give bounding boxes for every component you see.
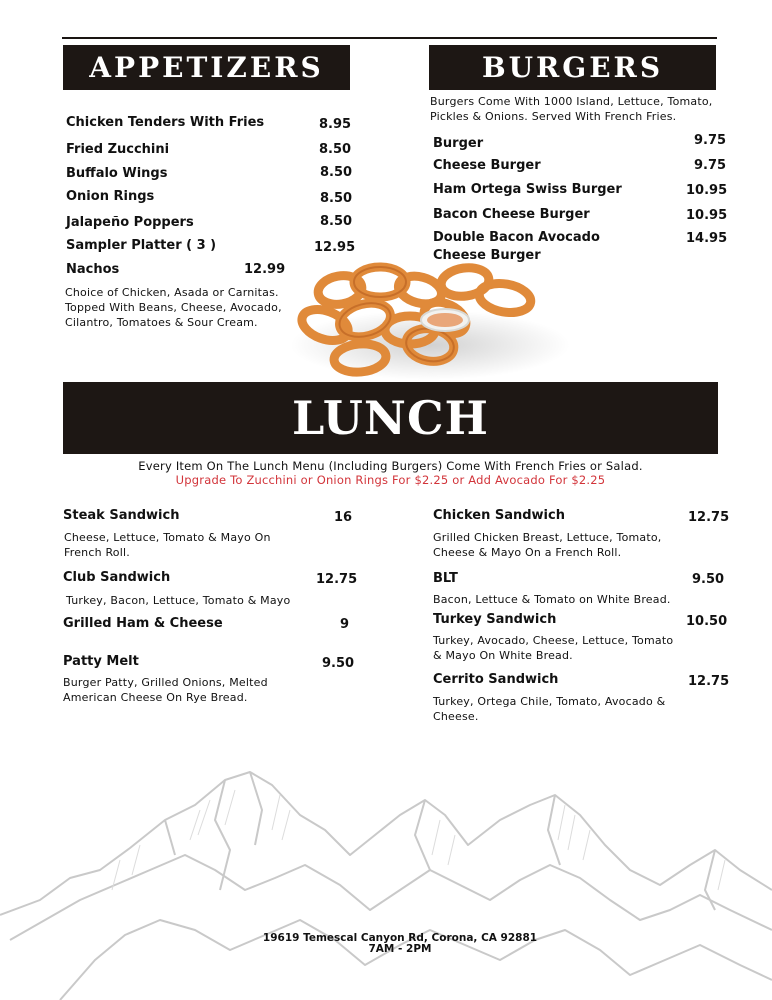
appetizer-price: 8.95 [319, 117, 352, 132]
lunch-item-name: Chicken Sandwich [433, 508, 565, 523]
lunch-item-name: Steak Sandwich [63, 508, 180, 523]
lunch-item-description: Turkey, Bacon, Lettuce, Tomato & Mayo [66, 594, 291, 607]
appetizer-name: Sampler Platter ( 3 ) [66, 238, 217, 253]
appetizer-price: 8.50 [319, 142, 352, 157]
burger-name: Ham Ortega Swiss Burger [433, 182, 622, 197]
description-line: French Roll. [64, 546, 130, 559]
lunch-item-name: Grilled Ham & Cheese [63, 616, 223, 631]
lunch-item-description [433, 530, 662, 560]
description-line: Burger Patty, Grilled Onions, Melted [63, 676, 268, 689]
appetizer-name: Fried Zucchini [66, 142, 170, 157]
note-line: Pickles & Onions. Served With French Fries. [430, 110, 677, 123]
appetizer-price: 8.50 [320, 191, 353, 206]
appetizer-price: 8.50 [320, 214, 353, 229]
lunch-upgrade-note: Upgrade To Zucchini or Onion Rings For $2.25 or Add Avocado For $2.25 [175, 473, 606, 487]
burger-price: 14.95 [686, 231, 728, 246]
lunch-item-name: Club Sandwich [63, 570, 171, 585]
lunch-item-price: 9 [340, 617, 350, 632]
description-line: American Cheese On Rye Bread. [63, 691, 248, 704]
lunch-item-price: 10.50 [686, 614, 728, 629]
lunch-item-description [433, 694, 665, 724]
mountains-illustration [0, 760, 772, 1000]
lunch-item-name: Patty Melt [63, 654, 139, 669]
lunch-item-name: BLT [433, 571, 458, 586]
appetizer-price: 12.99 [244, 262, 286, 277]
nachos-description [65, 285, 282, 330]
lunch-item-price: 12.75 [688, 674, 730, 689]
burger-price: 9.75 [694, 158, 727, 173]
description-line: Choice of Chicken, Asada or Carnitas. [65, 286, 279, 299]
lunch-item-price: 9.50 [692, 572, 725, 587]
lunch-item-name: Turkey Sandwich [433, 612, 557, 627]
description-line: Cilantro, Tomatoes & Sour Cream. [65, 316, 258, 329]
appetizer-name: Chicken Tenders With Fries [66, 115, 265, 130]
address: 19619 Temescal Canyon Rd, Corona, CA 92881 [262, 932, 538, 944]
lunch-item-description [64, 530, 271, 560]
burger-price: 9.75 [694, 133, 727, 148]
burger-name: Burger [433, 136, 484, 151]
appetizer-name: Onion Rings [66, 189, 155, 204]
lunch-item-price: 12.75 [688, 510, 730, 525]
description-line: Grilled Chicken Breast, Lettuce, Tomato, [433, 531, 662, 544]
lunch-item-description: Bacon, Lettuce & Tomato on White Bread. [433, 593, 671, 606]
lunch-item-price: 12.75 [316, 572, 358, 587]
description-line: Topped With Beans, Cheese, Avocado, [65, 301, 282, 314]
burger-name: Cheese Burger [433, 158, 541, 173]
burgers-banner: BURGERS [429, 45, 716, 90]
description-line: Cheese & Mayo On a French Roll. [433, 546, 622, 559]
lunch-item-description [433, 633, 673, 663]
burger-price: 10.95 [686, 183, 728, 198]
description-line: Turkey, Ortega Chile, Tomato, Avocado & [433, 695, 666, 708]
lunch-item-price: 9.50 [322, 656, 355, 671]
appetizer-name: Buffalo Wings [66, 166, 168, 181]
lunch-item-description [63, 675, 268, 705]
appetizer-price: 12.95 [314, 240, 356, 255]
footer [200, 933, 600, 955]
description-line: Cheese. [433, 710, 479, 723]
burgers-note [430, 94, 713, 124]
description-line: & Mayo On White Bread. [433, 649, 573, 662]
appetizer-name: Jalapeño Poppers [66, 215, 194, 230]
appetizer-price: 8.50 [320, 165, 353, 180]
top-divider [62, 37, 717, 39]
onion-rings-image [270, 260, 570, 385]
lunch-item-name: Cerrito Sandwich [433, 672, 559, 687]
lunch-note: Every Item On The Lunch Menu (Including Burgers) Come With French Fries or Salad. [138, 459, 643, 473]
hours: 7AM - 2PM [368, 943, 432, 955]
lunch-item-price: 16 [334, 510, 353, 525]
appetizer-name: Nachos [66, 262, 120, 277]
note-line: Burgers Come With 1000 Island, Lettuce, Tomato, [430, 95, 713, 108]
name-line: Double Bacon Avocado [433, 230, 600, 245]
burger-name [433, 229, 600, 265]
description-line: Turkey, Avocado, Cheese, Lettuce, Tomato [433, 634, 674, 647]
burger-name: Bacon Cheese Burger [433, 207, 590, 222]
description-line: Cheese, Lettuce, Tomato & Mayo On [64, 531, 271, 544]
name-line: Cheese Burger [433, 248, 541, 263]
burger-price: 10.95 [686, 208, 728, 223]
appetizers-banner: APPETIZERS [63, 45, 350, 90]
lunch-banner: LUNCH [63, 382, 718, 454]
